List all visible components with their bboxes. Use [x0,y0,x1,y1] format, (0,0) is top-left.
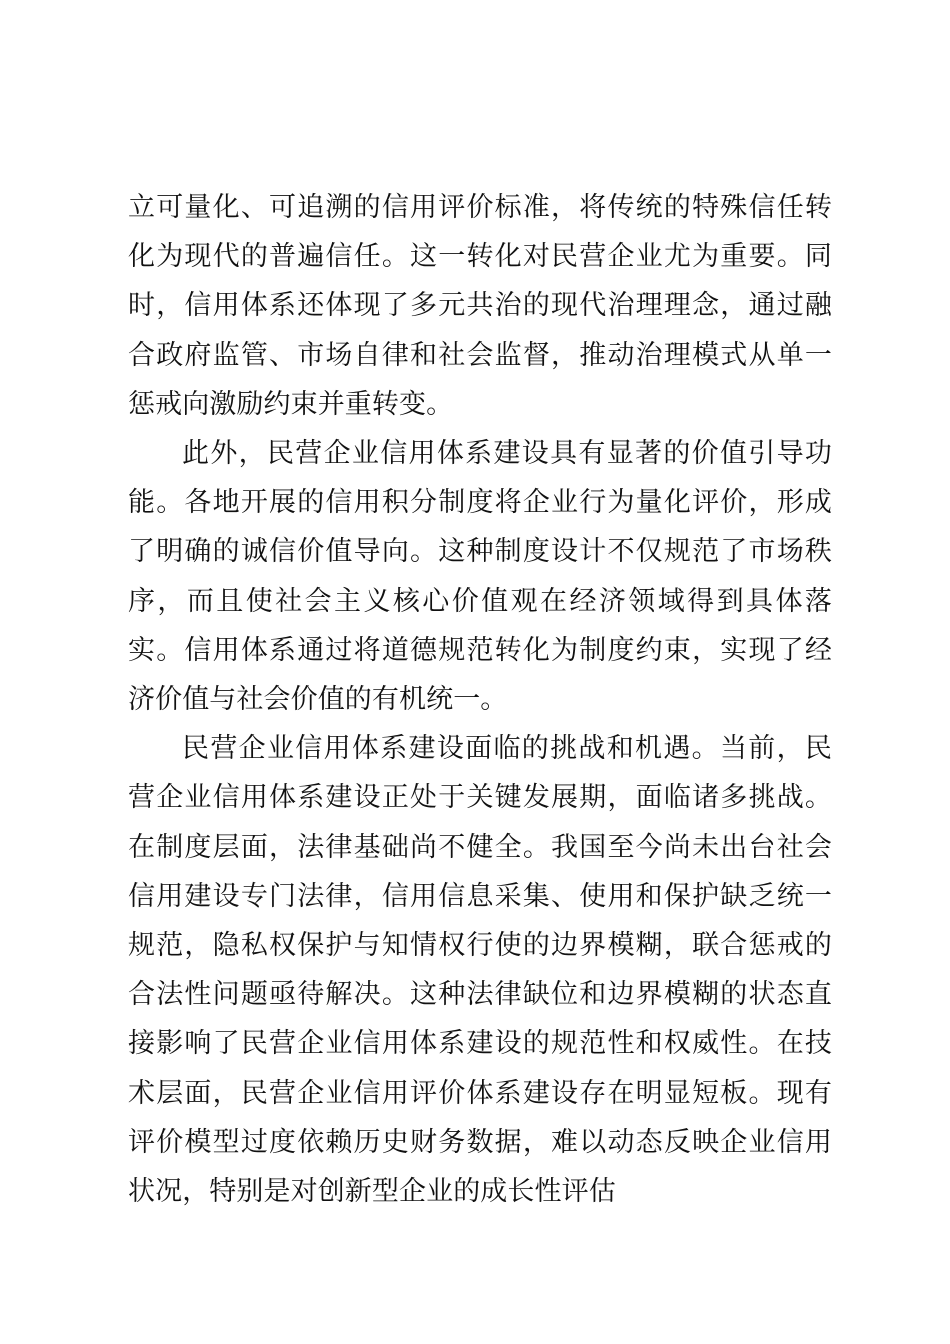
document-body [128,183,832,1216]
paragraph-1: 立可量化、可追溯的信用评价标准，将传统的特殊信任转化为现代的普遍信任。这一转化对民营企业尤为重要。同时，信用体系还体现了多元共治的现代治理理念，通过融合政府监管、市场自律和社会监督，推动治理模式从单一惩戒向激励约束并重转变。 [128,192,832,420]
paragraph-2: 此外，民营企业信用体系建设具有显著的价值引导功能。各地开展的信用积分制度将企业行为量化评价，形成了明确的诚信价值导向。这种制度设计不仅规范了市场秩序，而且使社会主义核心价值观在经济领域得到具体落实。信用体系通过将道德规范转化为制度约束，实现了经济价值与社会价值的有机统一。 [128,438,832,716]
paragraph-3: 民营企业信用体系建设面临的挑战和机遇。当前，民营企业信用体系建设正处于关键发展期，面临诸多挑战。在制度层面，法律基础尚不健全。我国至今尚未出台社会信用建设专门法律，信用信息采集、使用和保护缺乏统一规范，隐私权保护与知情权行使的边界模糊，联合惩戒的合法性问题亟待解决。这种法律缺位和边界模糊的状态直接影响了民营企业信用体系建设的规范性和权威性。在技术层面，民营企业信用评价体系建设存在明显短板。现有评价模型过度依赖历史财务数据，难以动态反映企业信用状况，特别是对创新型企业的成长性评估 [128,733,832,1208]
